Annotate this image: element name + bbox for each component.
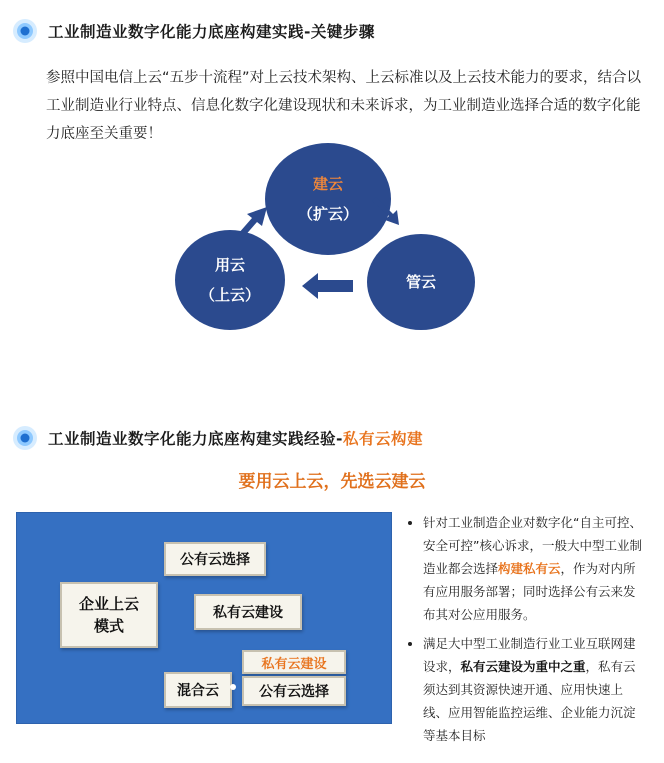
section2-heading-accent: 私有云构建 <box>342 430 423 448</box>
bullet-1-post: ，作为对内所有应用服务部署；同时选择公有云来发布其对公应用服务。 <box>423 561 636 622</box>
bullet-2-highlight: 私有云建设为重中之重 <box>460 659 586 674</box>
section2-heading-text: 工业制造业数字化能力底座构建实践经验- <box>48 430 343 448</box>
bullet-item <box>423 632 645 747</box>
cycle-node-build-line1: 建云 <box>312 175 343 193</box>
arrow-icon <box>238 207 267 238</box>
cycle-node-use-line2: （上云） <box>199 286 260 304</box>
hybrid-public-cloud-box: 公有云选择 <box>242 676 346 706</box>
target-icon <box>12 425 38 451</box>
section2-subtitle: 要用云上云，先选云建云 <box>238 472 426 492</box>
section1-heading-text: 工业制造业数字化能力底座构建实践-关键步骤 <box>48 23 375 41</box>
cycle-node-build-line2: （扩云） <box>297 205 358 223</box>
bullet-item <box>423 511 645 626</box>
private-cloud-box: 私有云建设 <box>194 594 302 630</box>
cycle-node-manage-line1: 管云 <box>405 273 436 291</box>
hybrid-cloud-box: 混合云 <box>164 672 232 708</box>
enterprise-cloud-mode-box: 企业上云 模式 <box>60 582 158 648</box>
bullet-2-pre: 满足大中型工业制造行业工业互联网建设求， <box>423 636 636 674</box>
arrow-icon <box>372 197 399 225</box>
intro-paragraph: 参照中国电信上云“五步十流程”对上云技术架构、上云标准以及上云技术能力的要求，结合以工业制造业行业特点、信息化数字化建设现状和未来诉求，为工业制造业选择合适的数字化能力底座至关重要！ <box>46 70 642 142</box>
hybrid-dot <box>230 684 236 690</box>
public-cloud-box: 公有云选择 <box>164 542 266 576</box>
bullet-1-pre: 针对工业制造企业对数字化“自主可控、安全可控”核心诉求，一般大中型工业制造业都会选择 <box>423 515 642 576</box>
private-cloud-bullets <box>405 511 645 753</box>
cycle-node-use-line1: 用云 <box>214 256 245 274</box>
bullet-1-highlight: 构建私有云 <box>498 561 561 576</box>
section2-heading <box>12 425 423 451</box>
bullet-2-post: ，私有云须达到其资源快速开通、应用快速上线、应用智能监控运维、企业能力沉淀等基本目标 <box>423 659 636 743</box>
cloud-mode-panel <box>16 512 392 724</box>
hybrid-private-cloud-box: 私有云建设 <box>242 650 346 674</box>
arrow-icon <box>302 273 353 299</box>
